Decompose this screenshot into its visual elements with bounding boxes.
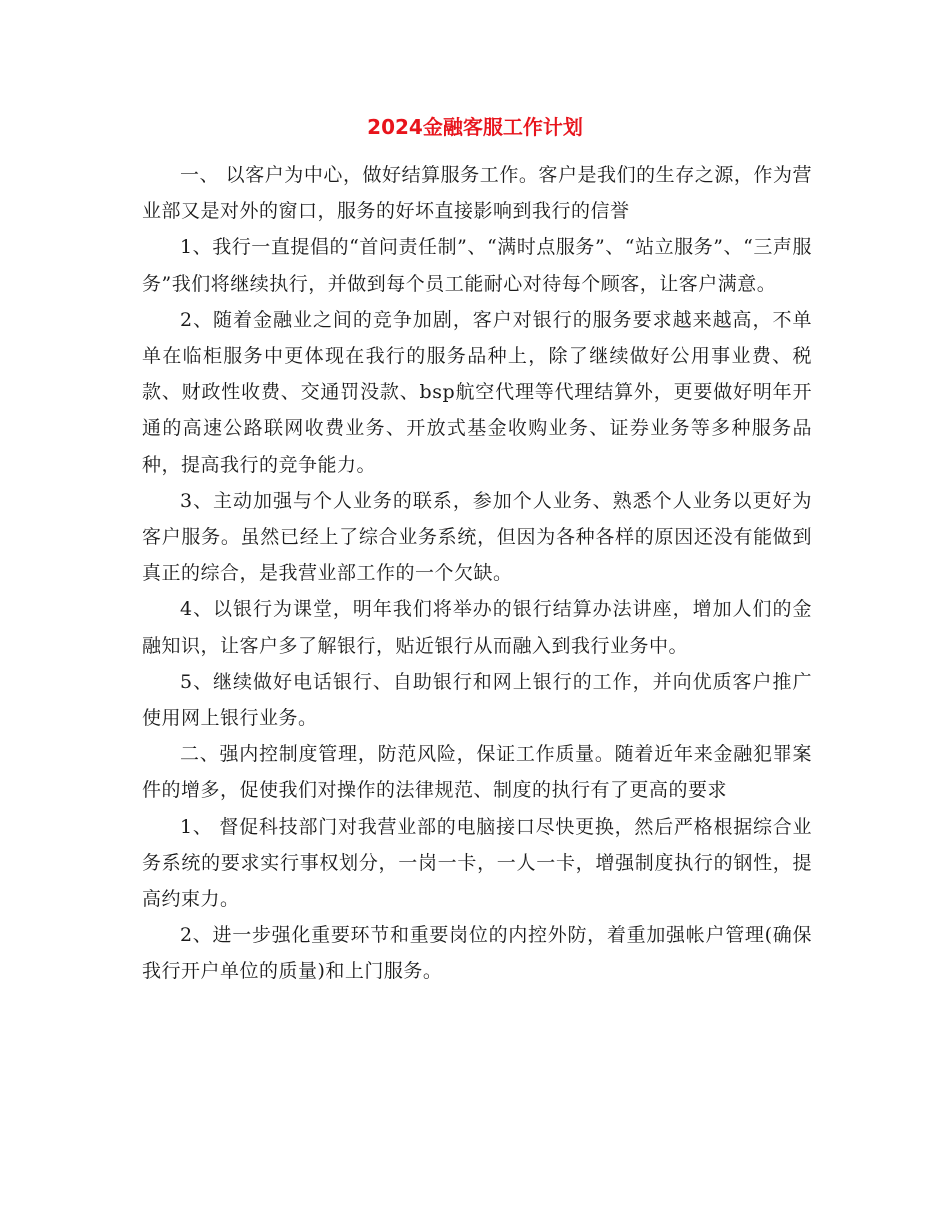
paragraph-6: 5、继续做好电话银行、自助银行和网上银行的工作，并向优质客户推广使用网上银行业务。: [142, 670, 812, 730]
paragraph-4: 3、主动加强与个人业务的联系，参加个人业务、熟悉个人业务以更好为客户服务。虽然已经上了综合业务系统，但因为各种各样的原因还没有能做到真正的综合，是我营业部工作的一个欠缺。: [142, 489, 812, 585]
paragraph-1: 一、 以客户为中心，做好结算服务工作。客户是我们的生存之源，作为营业部又是对外的窗口，服务的好坏直接影响到我行的信誉: [142, 164, 812, 223]
paragraph-3: 2、随着金融业之间的竞争加剧，客户对银行的服务要求越来越高，不单单在临柜服务中更体现在我行的服务品种上，除了继续做好公用事业费、税款、财政性收费、交通罚没款、bsp航空代理等代理结算外，更要做好明年开通的高速公路联网收费业务、开放式基金收购业务、证券业务等多种服务品种，提高我行的竞争能力。: [142, 308, 812, 476]
document-body: [142, 157, 812, 990]
paragraph-2: 1、我行一直提倡的“首问责任制”、“满时点服务”、“站立服务”、“三声服务”我们将继续执行，并做到每个员工能耐心对待每个顾客，让客户满意。: [142, 236, 812, 295]
paragraph-9: 2、进一步强化重要环节和重要岗位的内控外防，着重加强帐户管理(确保我行开户单位的质量)和上门服务。: [142, 924, 812, 983]
document-title: 2024金融客服工作计划: [367, 115, 583, 139]
paragraph-7: 二、强内控制度管理，防范风险，保证工作质量。随着近年来金融犯罪案件的增多，促使我们对操作的法律规范、制度的执行有了更高的要求: [142, 743, 812, 802]
paragraph-8: 1、 督促科技部门对我营业部的电脑接口尽快更换，然后严格根据综合业务系统的要求实行事权划分，一岗一卡，一人一卡，增强制度执行的钢性，提高约束力。: [142, 815, 812, 911]
paragraph-5: 4、以银行为课堂，明年我们将举办的银行结算办法讲座，增加人们的金融知识，让客户多了解银行，贴近银行从而融入到我行业务中。: [142, 598, 812, 657]
